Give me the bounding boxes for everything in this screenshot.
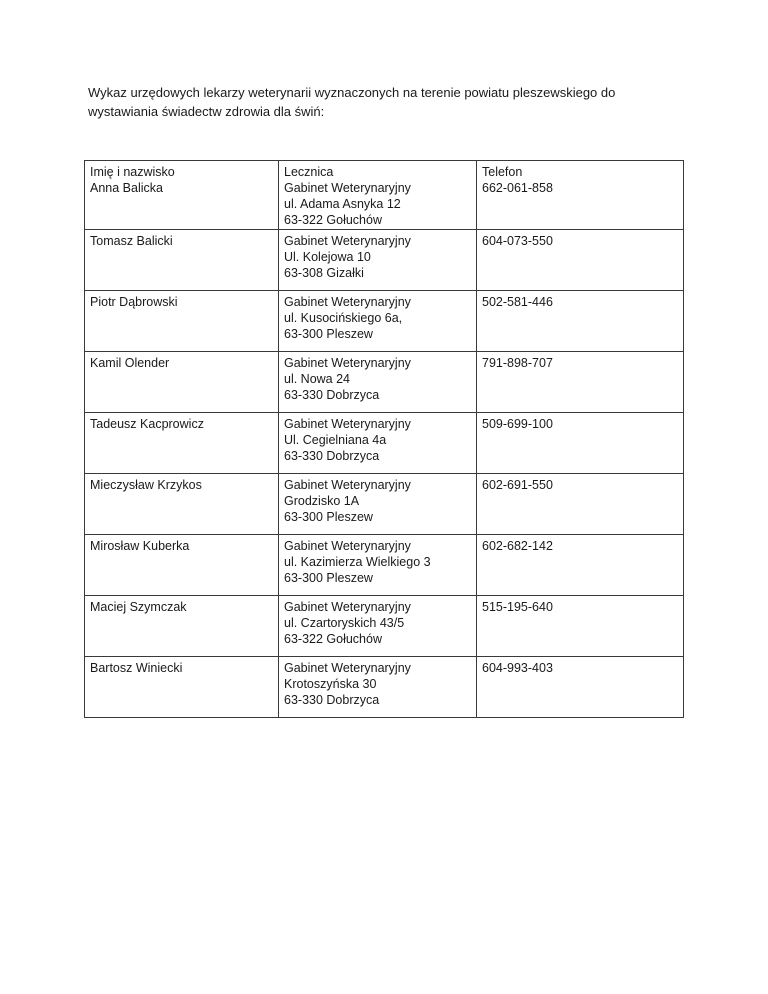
vet-phone: 604-993-403: [482, 661, 553, 675]
clinic-cell: [279, 413, 477, 474]
clinic-cell: [279, 596, 477, 657]
table-row: [85, 291, 684, 352]
clinic-city: 63-330 Dobrzyca: [284, 693, 380, 707]
vet-phone: 509-699-100: [482, 417, 553, 431]
vet-name: Tadeusz Kacprowicz: [90, 417, 204, 431]
clinic-name: Gabinet Weterynaryjny: [284, 478, 411, 492]
name-cell: [85, 352, 279, 413]
clinic-city: 63-330 Dobrzyca: [284, 388, 380, 402]
clinic-city: 63-300 Pleszew: [284, 510, 373, 524]
clinic-name: Gabinet Weterynaryjny: [284, 417, 411, 431]
name-cell: [85, 161, 279, 230]
clinic-street: Grodzisko 1A: [284, 494, 360, 508]
clinic-cell: [279, 291, 477, 352]
clinic-city: 63-300 Pleszew: [284, 571, 373, 585]
clinic-name: Gabinet Weterynaryjny: [284, 356, 411, 370]
clinic-name: Gabinet Weterynaryjny: [284, 539, 411, 553]
table-row: [85, 230, 684, 291]
clinic-cell: [279, 352, 477, 413]
intro-line-1: Wykaz urzędowych lekarzy weterynarii wyznaczonych na terenie powiatu pleszewskiego do: [88, 85, 616, 100]
vet-name: Maciej Szymczak: [90, 600, 187, 614]
clinic-street: Ul. Kolejowa 10: [284, 250, 371, 264]
table-row: [85, 352, 684, 413]
clinic-city: 63-300 Pleszew: [284, 327, 373, 341]
name-cell: [85, 230, 279, 291]
vet-name: Bartosz Winiecki: [90, 661, 183, 675]
table-row: [85, 161, 684, 230]
clinic-cell: [279, 657, 477, 718]
clinic-street: Ul. Cegielniana 4a: [284, 433, 387, 447]
clinic-cell: [279, 474, 477, 535]
phone-cell: [477, 535, 684, 596]
clinic-city: 63-322 Gołuchów: [284, 632, 382, 646]
clinic-street: ul. Adama Asnyka 12: [284, 197, 401, 211]
intro-paragraph: [88, 83, 668, 121]
vet-phone: 515-195-640: [482, 600, 553, 614]
phone-cell: [477, 291, 684, 352]
clinic-cell: [279, 535, 477, 596]
clinic-street: ul. Czartoryskich 43/5: [284, 616, 405, 630]
phone-cell: [477, 596, 684, 657]
name-cell: [85, 291, 279, 352]
veterinarians-table: [84, 160, 684, 718]
clinic-cell: [279, 230, 477, 291]
clinic-cell: [279, 161, 477, 230]
name-cell: [85, 657, 279, 718]
table-row: [85, 413, 684, 474]
table-row: [85, 657, 684, 718]
clinic-name: Gabinet Weterynaryjny: [284, 661, 411, 675]
vet-name: Tomasz Balicki: [90, 234, 173, 248]
clinic-street: Krotoszyńska 30: [284, 677, 377, 691]
vet-name: Anna Balicka: [90, 181, 163, 195]
vet-phone: 604-073-550: [482, 234, 553, 248]
vet-name: Piotr Dąbrowski: [90, 295, 178, 309]
clinic-header: Lecznica: [284, 165, 334, 179]
phone-cell: [477, 352, 684, 413]
vet-name: Mirosław Kuberka: [90, 539, 190, 553]
name-cell: [85, 535, 279, 596]
clinic-name: Gabinet Weterynaryjny: [284, 234, 411, 248]
intro-line-2: wystawiania świadectw zdrowia dla świń:: [88, 104, 325, 119]
phone-cell: [477, 230, 684, 291]
table-row: [85, 535, 684, 596]
vet-name: Kamil Olender: [90, 356, 170, 370]
table-row: [85, 474, 684, 535]
clinic-name: Gabinet Weterynaryjny: [284, 600, 411, 614]
clinic-city: 63-322 Gołuchów: [284, 213, 382, 227]
clinic-street: ul. Nowa 24: [284, 372, 351, 386]
clinic-name: Gabinet Weterynaryjny: [284, 295, 411, 309]
name-cell: [85, 474, 279, 535]
clinic-city: 63-330 Dobrzyca: [284, 449, 380, 463]
vet-phone: 502-581-446: [482, 295, 553, 309]
vet-phone: 602-691-550: [482, 478, 553, 492]
name-cell: [85, 596, 279, 657]
phone-cell: [477, 474, 684, 535]
clinic-street: ul. Kazimierza Wielkiego 3: [284, 555, 431, 569]
vet-phone: 602-682-142: [482, 539, 553, 553]
phone-cell: [477, 161, 684, 230]
vet-phone: 662-061-858: [482, 181, 553, 195]
phone-cell: [477, 657, 684, 718]
table-row: [85, 596, 684, 657]
name-cell: [85, 413, 279, 474]
phone-cell: [477, 413, 684, 474]
clinic-street: ul. Kusocińskiego 6a,: [284, 311, 403, 325]
vet-name: Mieczysław Krzykos: [90, 478, 202, 492]
vet-phone: 791-898-707: [482, 356, 553, 370]
clinic-name: Gabinet Weterynaryjny: [284, 181, 411, 195]
phone-header: Telefon: [482, 165, 523, 179]
name-header: Imię i nazwisko: [90, 165, 175, 179]
clinic-city: 63-308 Gizałki: [284, 266, 364, 280]
